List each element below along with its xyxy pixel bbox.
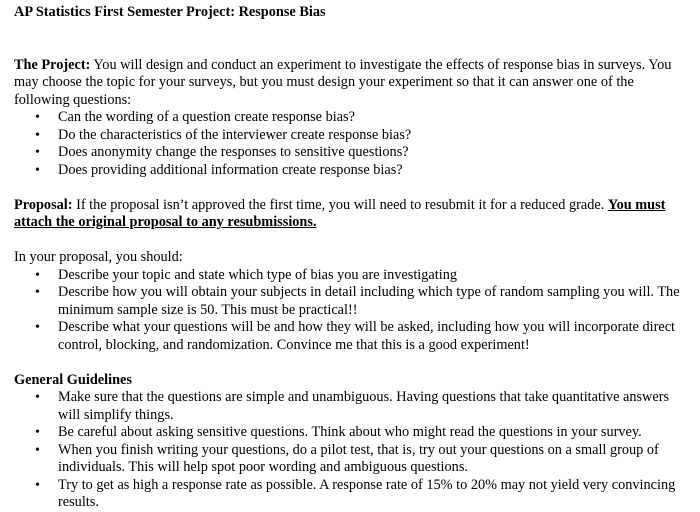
project-paragraph	[14, 57, 686, 110]
proposal-list	[14, 267, 686, 355]
list-item-text: Describe what your questions will be and how they will be asked, including how you will incorporate direct control, blocking, and randomization. Convince me that this is a good experiment!	[58, 319, 676, 353]
list-item-text: Does anonymity change the responses to sensitive questions?	[58, 144, 409, 160]
bullet-icon: •	[35, 442, 40, 458]
spacer	[14, 179, 686, 197]
list-item	[14, 424, 686, 442]
proposal-intro: In your proposal, you should:	[14, 249, 183, 265]
list-item	[14, 442, 686, 477]
list-item	[14, 284, 686, 319]
bullet-icon: •	[35, 425, 40, 440]
guidelines-heading: General Guidelines	[14, 371, 132, 388]
list-item	[14, 389, 686, 424]
bullet-icon: •	[35, 127, 40, 143]
list-item-text: Describe how you will obtain your subjects in detail including which type of random sampling you will. The minimum sample size is 50. This must be practical!!	[58, 284, 680, 318]
list-item	[14, 109, 686, 127]
list-item-text: Be careful about asking sensitive questions. Think about who might read the questions in your survey.	[58, 424, 642, 440]
proposal-text: If the proposal isn’t approved the first time, you will need to resubmit it for a reduced grade.	[72, 196, 608, 213]
list-item-text: Can the wording of a question create response bias?	[58, 109, 355, 125]
bullet-icon: •	[35, 110, 40, 125]
bullet-icon: •	[35, 162, 40, 178]
proposal-emphasis: You must attach the original proposal to any resubmissions.	[14, 196, 666, 230]
list-item	[14, 162, 686, 180]
project-text: You will design and conduct an experiment to investigate the effects of response bias in surveys. You may choose the topic for your surveys, but you must design your experiment so that it can answer one of the following questions:	[14, 56, 672, 108]
list-item-text: Try to get as high a response rate as possible. A response rate of 15% to 20% may not yield very convincing results.	[58, 476, 676, 510]
list-item-text: Make sure that the questions are simple and unambiguous. Having questions that take quantitative answers will simplify things.	[58, 389, 670, 423]
bullet-icon: •	[35, 390, 40, 405]
list-item	[14, 144, 686, 162]
project-label: The Project:	[14, 56, 91, 73]
list-item-text: Describe your topic and state which type of bias you are investigating	[58, 266, 458, 283]
list-item	[14, 477, 686, 512]
bullet-icon: •	[35, 477, 40, 493]
proposal-paragraph	[14, 197, 686, 232]
spacer	[14, 354, 686, 372]
document-title: AP Statistics First Semester Project: Response Bias	[14, 4, 326, 20]
project-question-list	[14, 109, 686, 179]
proposal-label: Proposal:	[14, 196, 73, 213]
guidelines-list	[14, 389, 686, 512]
list-item-text: When you finish writing your questions, do a pilot test, that is, try out your questions on a small group of individuals. This will help spot poor wording and ambiguous questions.	[58, 441, 659, 475]
list-item	[14, 127, 686, 145]
bullet-icon: •	[35, 267, 40, 283]
bullet-icon: •	[35, 285, 40, 300]
spacer	[14, 232, 686, 250]
list-item-text: Do the characteristics of the interviewer create response bias?	[58, 126, 412, 143]
bullet-icon: •	[35, 145, 40, 160]
list-item-text: Does providing additional information create response bias?	[58, 161, 403, 178]
bullet-icon: •	[35, 320, 40, 335]
list-item	[14, 267, 686, 285]
document-page	[14, 4, 686, 512]
list-item	[14, 319, 686, 354]
